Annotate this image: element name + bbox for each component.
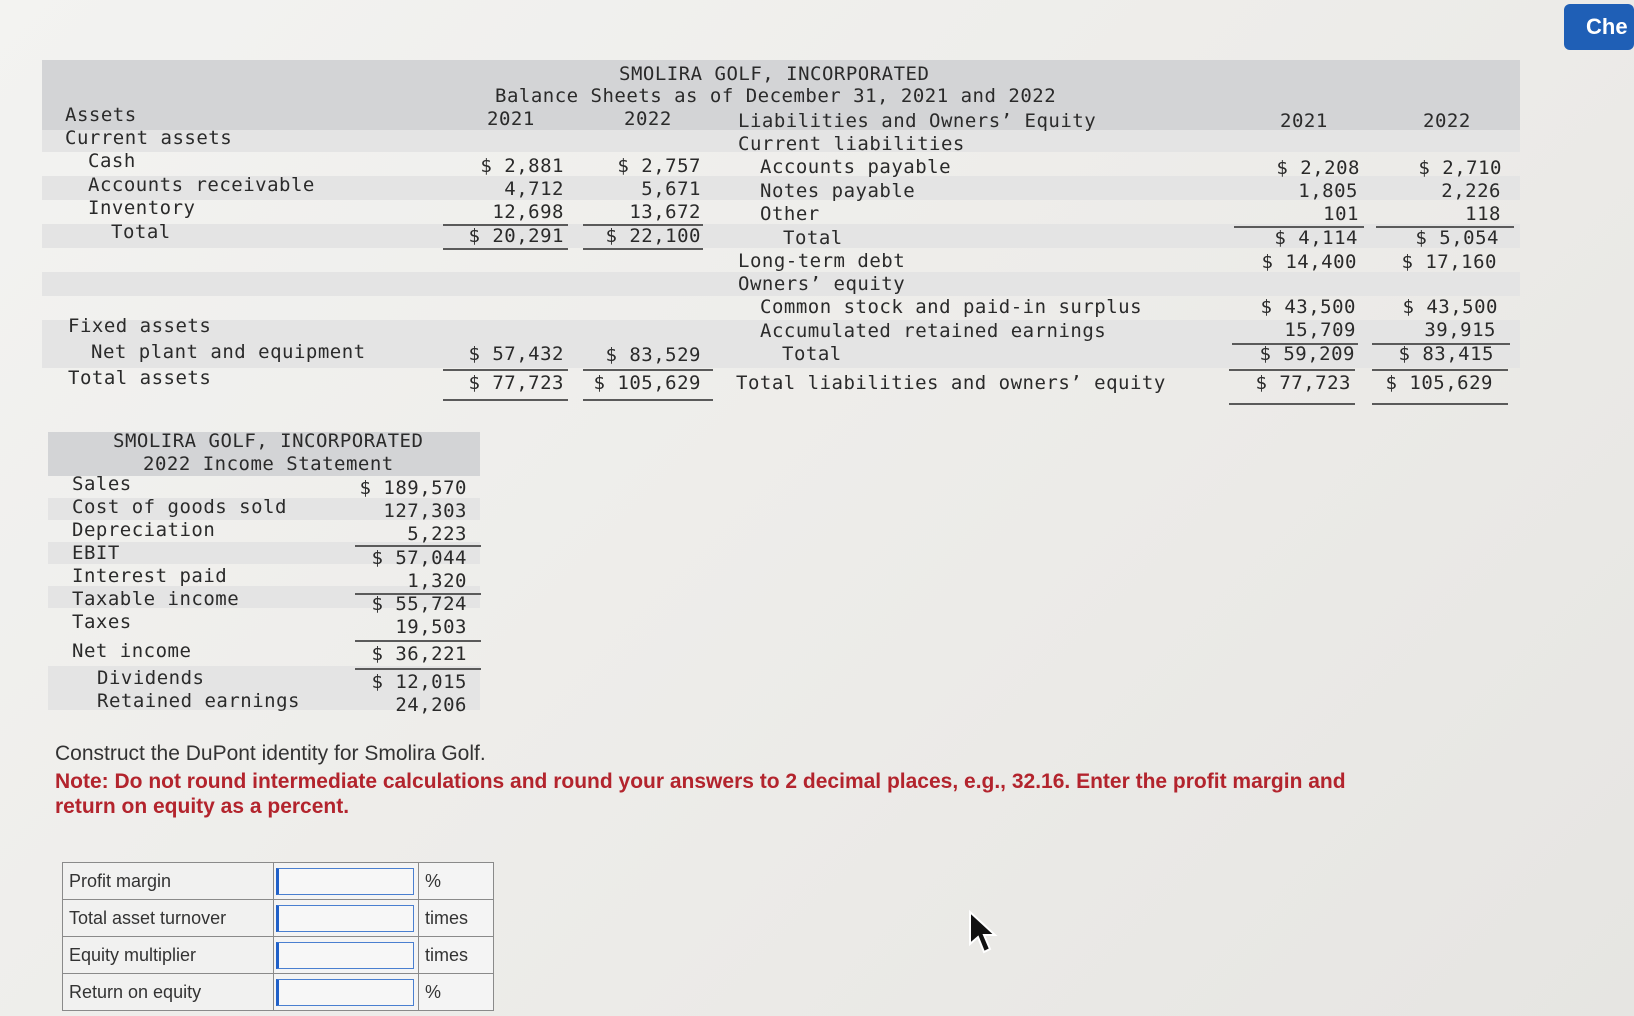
retained-earnings-is-label: Retained earnings: [97, 690, 300, 712]
underline: [583, 248, 703, 250]
current-assets-total-2022: $ 22,100: [605, 225, 701, 247]
answer-cell: [274, 937, 419, 974]
liabilities-header: Liabilities and Owners’ Equity: [738, 110, 1097, 132]
total-asset-turnover-label: Total asset turnover: [63, 900, 274, 937]
underline: [443, 248, 568, 250]
net-income-value: $ 36,221: [371, 643, 467, 665]
underline: [1229, 403, 1355, 405]
depreciation-value: 5,223: [407, 523, 467, 545]
equity-total-2022: $ 83,415: [1398, 343, 1494, 365]
return-on-equity-input[interactable]: [276, 979, 414, 1006]
answer-cell: [274, 900, 419, 937]
ebit-label: EBIT: [72, 542, 120, 564]
net-plant-label: Net plant and equipment: [91, 341, 366, 363]
cogs-label: Cost of goods sold: [72, 496, 287, 518]
year-2021-liab: 2021: [1280, 110, 1328, 132]
answer-cell: [274, 974, 419, 1011]
retained-earnings-2021: 15,709: [1284, 319, 1356, 341]
other-2021: 101: [1323, 203, 1359, 225]
fixed-assets-label: Fixed assets: [68, 315, 212, 337]
current-assets-label: Current assets: [65, 127, 233, 149]
question-note-line2: return on equity as a percent.: [55, 795, 350, 818]
common-stock-label: Common stock and paid-in surplus: [760, 296, 1143, 318]
retained-earnings-2022: 39,915: [1424, 319, 1496, 341]
return-on-equity-label: Return on equity: [63, 974, 274, 1011]
return-on-equity-unit: %: [419, 974, 494, 1011]
underline: [583, 399, 713, 401]
ap-label: Accounts payable: [760, 156, 952, 178]
equity-multiplier-label: Equity multiplier: [63, 937, 274, 974]
common-stock-2022: $ 43,500: [1402, 296, 1498, 318]
year-2022-assets: 2022: [624, 108, 672, 130]
underline: [1229, 369, 1355, 371]
interest-value: 1,320: [407, 570, 467, 592]
underline: [583, 369, 713, 371]
cash-label: Cash: [88, 150, 136, 172]
taxable-income-value: $ 55,724: [371, 593, 467, 615]
ar-label: Accounts receivable: [88, 174, 315, 196]
retained-earnings-is-value: 24,206: [395, 694, 467, 716]
ap-2021: $ 2,208: [1276, 157, 1360, 179]
total-liabilities-equity-2021: $ 77,723: [1255, 372, 1351, 394]
underline: [1372, 403, 1508, 405]
net-plant-2021: $ 57,432: [468, 343, 564, 365]
ar-2021: 4,712: [504, 178, 564, 200]
total-asset-turnover-unit: times: [419, 900, 494, 937]
net-plant-2022: $ 83,529: [605, 344, 701, 366]
ap-2022: $ 2,710: [1418, 157, 1502, 179]
inventory-2022: 13,672: [629, 201, 701, 223]
equity-multiplier-input[interactable]: [276, 942, 414, 969]
common-stock-2021: $ 43,500: [1260, 296, 1356, 318]
current-assets-total-label: Total: [111, 221, 171, 243]
total-liabilities-equity-2022: $ 105,629: [1385, 372, 1493, 394]
np-2021: 1,805: [1298, 180, 1358, 202]
answer-row-total-asset-turnover: [63, 900, 494, 937]
other-2022: 118: [1465, 203, 1501, 225]
answer-table: [62, 862, 494, 1011]
np-label: Notes payable: [760, 180, 916, 202]
mouse-cursor-icon: [968, 910, 998, 956]
question-prompt: Construct the DuPont identity for Smolira Golf.: [55, 742, 486, 765]
inventory-label: Inventory: [88, 197, 196, 219]
interest-label: Interest paid: [72, 565, 228, 587]
profit-margin-unit: %: [419, 863, 494, 900]
question-note-line1: Note: Do not round intermediate calculations and round your answers to 2 decimal places, e.g., 32.16. Enter the profit margin and: [55, 770, 1346, 793]
total-asset-turnover-input[interactable]: [276, 905, 414, 932]
underline: [443, 399, 568, 401]
total-assets-2021: $ 77,723: [468, 372, 564, 394]
assets-header: Assets: [65, 104, 137, 126]
inventory-2021: 12,698: [492, 201, 564, 223]
equity-total-label: Total: [782, 343, 842, 365]
profit-margin-label: Profit margin: [63, 863, 274, 900]
current-liabilities-total-2021: $ 4,114: [1274, 227, 1358, 249]
answer-row-profit-margin: [63, 863, 494, 900]
ltd-label: Long-term debt: [738, 250, 906, 272]
underline: [355, 640, 481, 642]
current-liabilities-total-2022: $ 5,054: [1415, 227, 1499, 249]
cogs-value: 127,303: [383, 500, 467, 522]
answer-row-equity-multiplier: [63, 937, 494, 974]
answer-cell: [274, 863, 419, 900]
net-income-label: Net income: [72, 640, 192, 662]
equity-total-2021: $ 59,209: [1259, 343, 1355, 365]
ltd-2021: $ 14,400: [1261, 251, 1357, 273]
check-button[interactable]: Che: [1564, 4, 1634, 50]
year-2021-assets: 2021: [487, 108, 535, 130]
total-liabilities-equity-label: Total liabilities and owners’ equity: [736, 372, 1166, 394]
sales-label: Sales: [72, 473, 132, 495]
current-assets-total-2021: $ 20,291: [468, 225, 564, 247]
np-2022: 2,226: [1441, 180, 1501, 202]
company-name: SMOLIRA GOLF, INCORPORATED: [619, 63, 930, 85]
answer-row-return-on-equity: [63, 974, 494, 1011]
equity-multiplier-unit: times: [419, 937, 494, 974]
ebit-value: $ 57,044: [371, 547, 467, 569]
underline: [1372, 369, 1508, 371]
underline: [355, 668, 481, 670]
cash-2021: $ 2,881: [480, 155, 564, 177]
taxes-value: 19,503: [395, 616, 467, 638]
ar-2022: 5,671: [641, 178, 701, 200]
profit-margin-input[interactable]: [276, 868, 414, 895]
cash-2022: $ 2,757: [617, 155, 701, 177]
owners-equity-label: Owners’ equity: [738, 273, 906, 295]
total-assets-label: Total assets: [68, 367, 212, 389]
ltd-2022: $ 17,160: [1401, 251, 1497, 273]
retained-earnings-label: Accumulated retained earnings: [760, 320, 1107, 342]
dividends-value: $ 12,015: [371, 671, 467, 693]
income-company-name: SMOLIRA GOLF, INCORPORATED: [113, 430, 424, 452]
current-liabilities-label: Current liabilities: [738, 133, 965, 155]
underline: [443, 369, 568, 371]
other-label: Other: [760, 203, 820, 225]
depreciation-label: Depreciation: [72, 519, 216, 541]
balance-sheet-title: Balance Sheets as of December 31, 2021 and 2022: [495, 85, 1057, 107]
current-liabilities-total-label: Total: [783, 227, 843, 249]
sales-value: $ 189,570: [359, 477, 467, 499]
dividends-label: Dividends: [97, 667, 205, 689]
taxes-label: Taxes: [72, 611, 132, 633]
total-assets-2022: $ 105,629: [593, 372, 701, 394]
year-2022-liab: 2022: [1423, 110, 1471, 132]
taxable-income-label: Taxable income: [72, 588, 240, 610]
income-statement-title: 2022 Income Statement: [143, 453, 394, 475]
